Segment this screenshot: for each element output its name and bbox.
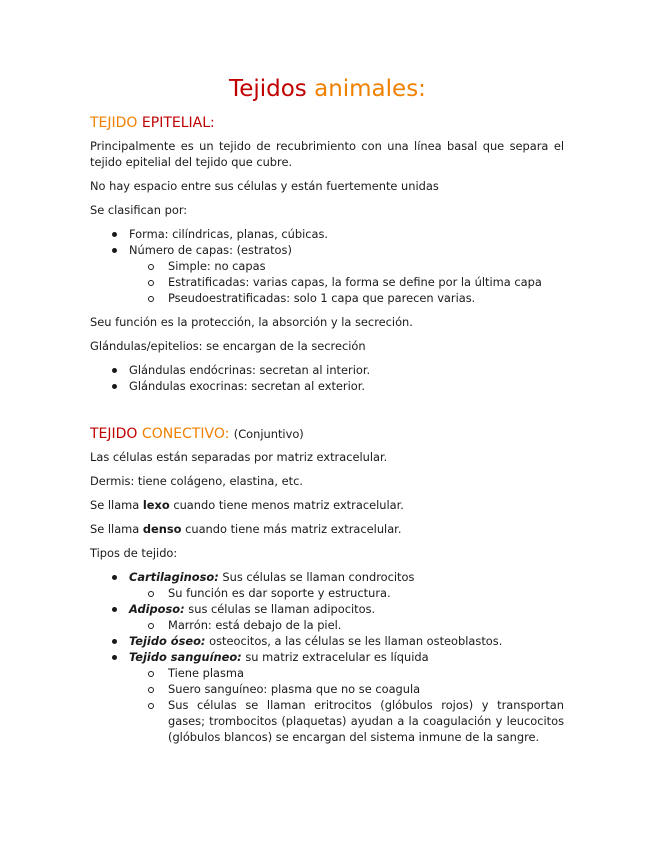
epitelial-paragraph-1: Principalmente es un tejido de recubrimiento con una línea basal que separa el tejido epitelial del tejido que cubre.	[90, 139, 564, 169]
bold-term-denso: denso	[142, 522, 182, 536]
text-fragment: Se llama	[90, 522, 140, 536]
epitelial-paragraph-4: Seu función es la protección, la absorción y la secreción.	[90, 315, 413, 329]
title-part-2: animales:	[314, 76, 426, 102]
list-item-text: Glándulas endócrinas: secretan al interior.	[129, 363, 371, 377]
bullet-icon	[112, 655, 117, 660]
list-item	[90, 569, 564, 601]
section-heading-conectivo	[90, 424, 564, 444]
tissue-desc: sus células se llaman adipocitos.	[188, 602, 376, 616]
bullet-icon	[112, 368, 117, 373]
sublist-item-text: Tiene plasma	[168, 666, 245, 680]
conectivo-paragraph-2: Dermis: tiene colágeno, elastina, etc.	[90, 474, 303, 488]
section-spacer	[90, 402, 564, 424]
bullet-icon	[112, 607, 117, 612]
heading-conectivo-note: (Conjuntivo)	[233, 427, 304, 441]
epitelial-paragraph-5: Glándulas/epitelios: se encargan de la secreción	[90, 339, 366, 353]
heading-conectivo-part-2: CONECTIVO:	[141, 426, 230, 442]
sublist-item-text: Su función es dar soporte y estructura.	[168, 586, 391, 600]
sublist-item	[129, 274, 564, 290]
heading-conectivo-part-1: TEJIDO	[90, 426, 138, 442]
circle-bullet-icon	[148, 623, 154, 629]
tissue-sublist	[129, 617, 564, 633]
list-item	[90, 633, 564, 649]
tissue-sublist	[129, 585, 564, 601]
tissue-desc: su matriz extracelular es líquida	[245, 650, 429, 664]
circle-bullet-icon	[148, 687, 154, 693]
tissue-term: Adiposo:	[129, 602, 185, 616]
list-item	[90, 242, 564, 306]
sublist-item-text: Suero sanguíneo: plasma que no se coagula	[168, 682, 421, 696]
conectivo-paragraph-1: Las células están separadas por matriz extracelular.	[90, 450, 388, 464]
sublist-item-text: Pseudoestratificadas: solo 1 capa que parecen varias.	[168, 291, 476, 305]
sublist-item	[129, 665, 564, 681]
circle-bullet-icon	[148, 296, 154, 302]
heading-epitelial-part-1: TEJIDO	[90, 115, 138, 131]
circle-bullet-icon	[148, 264, 154, 270]
bullet-icon	[112, 639, 117, 644]
sublist-item-text: Marrón: está debajo de la piel.	[168, 618, 342, 632]
sublist-item-text: Simple: no capas	[168, 259, 266, 273]
epitelial-paragraph-3: Se clasifican por:	[90, 203, 188, 217]
tissue-sublist	[129, 665, 564, 745]
circle-bullet-icon	[148, 591, 154, 597]
tissue-desc: Sus células se llaman condrocitos	[222, 570, 415, 584]
sublist-item-text: Sus células se llaman eritrocitos (glóbulos rojos) y transportan gases; trombocitos (plaquetas) ayudan a la coagulación y leucocitos (glóbulos blancos) se encargan del sistema inmune de la sangre.	[168, 698, 564, 744]
document-title	[0, 74, 655, 104]
list-item	[90, 362, 564, 378]
title-part-1: Tejidos	[229, 76, 307, 102]
bold-term-lexo: lexo	[142, 498, 170, 512]
sublist-item-text: Estratificadas: varias capas, la forma se define por la última capa	[168, 275, 542, 289]
bullet-icon	[112, 575, 117, 580]
epitelial-paragraph-2: No hay espacio entre sus células y están fuertemente unidas	[90, 179, 439, 193]
text-fragment: cuando tiene más matriz extracelular.	[185, 522, 402, 536]
glandulas-list	[90, 362, 564, 394]
list-item	[90, 601, 564, 633]
sublist-item	[129, 697, 564, 745]
list-item-text: Glándulas exocrinas: secretan al exterior.	[129, 379, 366, 393]
section-heading-epitelial	[90, 113, 564, 133]
tissue-term: Tejido sanguíneo:	[129, 650, 242, 664]
list-item-text: Número de capas: (estratos)	[129, 243, 292, 257]
sublist-item	[129, 290, 564, 306]
conectivo-paragraph-5: Tipos de tejido:	[90, 546, 178, 560]
circle-bullet-icon	[148, 671, 154, 677]
sublist-item	[129, 258, 564, 274]
sublist-item	[129, 585, 564, 601]
bullet-icon	[112, 248, 117, 253]
tissue-desc: osteocitos, a las células se les llaman osteoblastos.	[209, 634, 503, 648]
circle-bullet-icon	[148, 703, 154, 709]
bullet-icon	[112, 232, 117, 237]
conectivo-paragraph-4	[90, 521, 564, 537]
circle-bullet-icon	[148, 280, 154, 286]
tissue-term: Tejido óseo:	[129, 634, 206, 648]
conectivo-paragraph-3	[90, 497, 564, 513]
list-item	[90, 378, 564, 394]
bullet-icon	[112, 384, 117, 389]
tissue-types-list	[90, 569, 564, 745]
list-item	[90, 649, 564, 745]
classification-list	[90, 226, 564, 306]
capas-sublist	[129, 258, 564, 306]
list-item	[90, 226, 564, 242]
document-body	[90, 113, 564, 753]
text-fragment: cuando tiene menos matriz extracelular.	[173, 498, 404, 512]
sublist-item	[129, 681, 564, 697]
heading-epitelial-part-2: EPITELIAL:	[141, 115, 215, 131]
tissue-term: Cartilaginoso:	[129, 570, 219, 584]
list-item-text: Forma: cilíndricas, planas, cúbicas.	[129, 227, 329, 241]
sublist-item	[129, 617, 564, 633]
text-fragment: Se llama	[90, 498, 140, 512]
